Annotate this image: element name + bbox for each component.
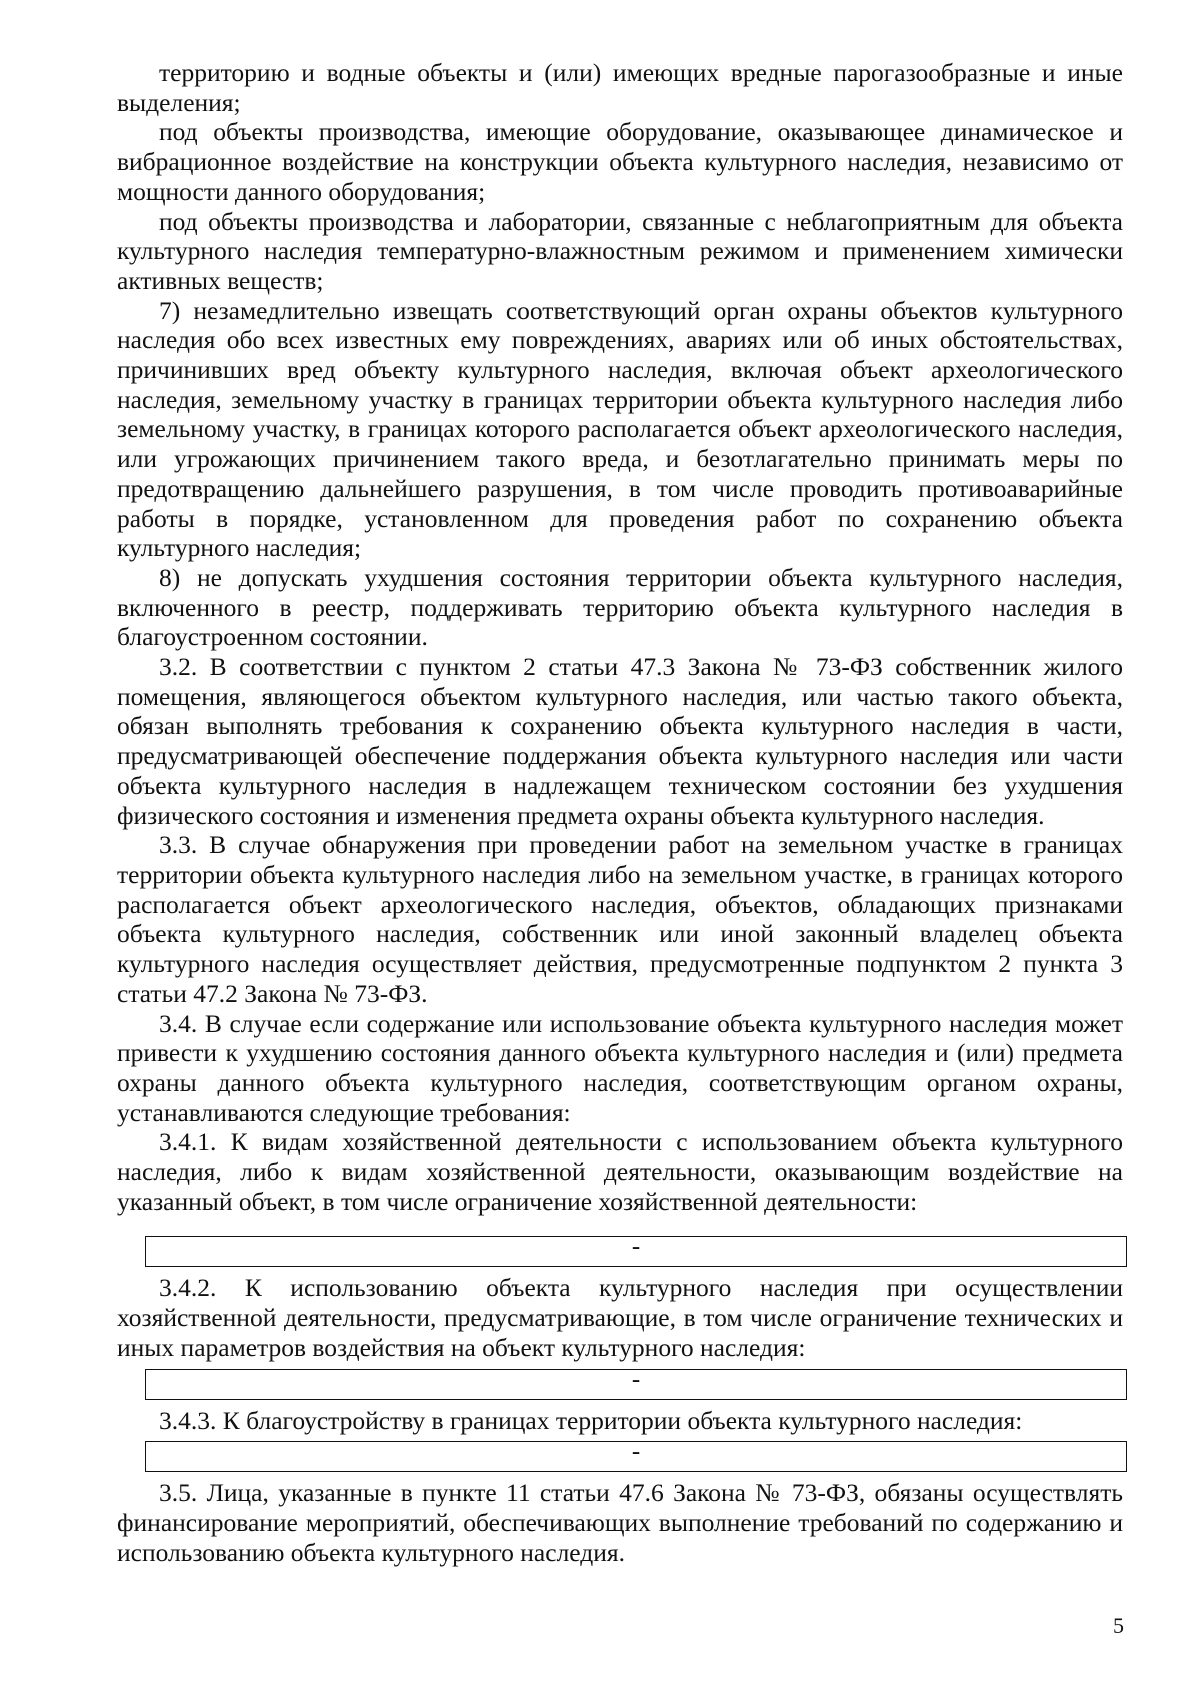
paragraph-item-8: 8) не допускать ухудшения состояния территории объекта культурного наследия, включенного в реестр, поддерживать территорию объекта культурного наследия в благоустроенном состоянии. [117,562,1123,652]
paragraph-3-3: 3.3. В случае обнаружения при проведении работ на земельном участке в границах территории объекта культурного наследия либо на земельном участке, в границах которого располагается объект археологического наследия, объектов, обладающих признаками объекта культурного наследия, собственник или иной законный владелец объекта культурного наследия осуществляет действия, предусмотренные подпунктом 2 пункта 3 статьи 47.2 Закона № 73-ФЗ. [117,830,1123,1008]
paragraph-3-4-2: 3.4.2. К использованию объекта культурного наследия при осуществлении хозяйственной деятельности, предусматривающие, в том числе ограничение технических и иных параметров воздействия на объект культурного наследия: [117,1273,1123,1362]
document-body [117,58,1123,1567]
paragraph-item-7: 7) незамедлительно извещать соответствующий орган охраны объектов культурного наследия обо всех известных ему повреждениях, авариях или об иных обстоятельствах, причинивших вред объекту культурного наследия, включая объект археологического наследия, земельному участку в границах территории объекта культурного наследия либо земельному участку, в границах которого располагается объект археологического наследия, или угрожающих причинением такого вреда, и безотлагательно принимать меры по предотвращению дальнейшего разрушения, в том числе проводить противоаварийные работы в порядке, установленном для проведения работ по сохранению объекта культурного наследия; [117,295,1123,563]
paragraph-continuation: территорию и водные объекты и (или) имеющих вредные парогазообразные и иные выделения; [117,58,1123,117]
requirement-box-3-4-1: - [145,1236,1127,1267]
paragraph-3-5: 3.5. Лица, указанные в пункте 11 статьи 47.6 Закона № 73-ФЗ, обязаны осуществлять финансирование мероприятий, обеспечивающих выполнение требований по содержанию и использованию объекта культурного наследия. [117,1478,1123,1567]
requirement-box-3-4-3: - [145,1441,1127,1472]
paragraph-3-2: 3.2. В соответствии с пунктом 2 статьи 47.3 Закона № 73-ФЗ собственник жилого помещения, являющегося объектом культурного наследия, или частью такого объекта, обязан выполнять требования к сохранению объекта культурного наследия в части, предусматривающей обеспечение поддержания объекта культурного наследия или части объекта культурного наследия в надлежащем техническом состоянии без ухудшения физического состояния и изменения предмета охраны объекта культурного наследия. [117,652,1123,830]
paragraph-3-4-1: 3.4.1. К видам хозяйственной деятельности с использованием объекта культурного наследия, либо к видам хозяйственной деятельности, оказывающим воздействие на указанный объект, в том числе ограничение хозяйственной деятельности: [117,1127,1123,1216]
paragraph-dynamic-equipment: под объекты производства, имеющие оборудование, оказывающее динамическое и вибрационное воздействие на конструкции объекта культурного наследия, независимо от мощности данного оборудования; [117,117,1123,206]
paragraph-3-4: 3.4. В случае если содержание или использование объекта культурного наследия может привести к ухудшению состояния данного объекта культурного наследия и (или) предмета охраны данного объекта культурного наследия, соответствующим органом охраны, устанавливаются следующие требования: [117,1008,1123,1127]
page-number: 5 [1113,1613,1124,1638]
paragraph-3-4-3: 3.4.3. К благоустройству в границах территории объекта культурного наследия: [159,1405,1023,1435]
paragraph-laboratories: под объекты производства и лаборатории, связанные с неблагоприятным для объекта культурного наследия температурно-влажностным режимом и применением химически активных веществ; [117,206,1123,295]
requirement-box-3-4-2: - [145,1369,1127,1400]
